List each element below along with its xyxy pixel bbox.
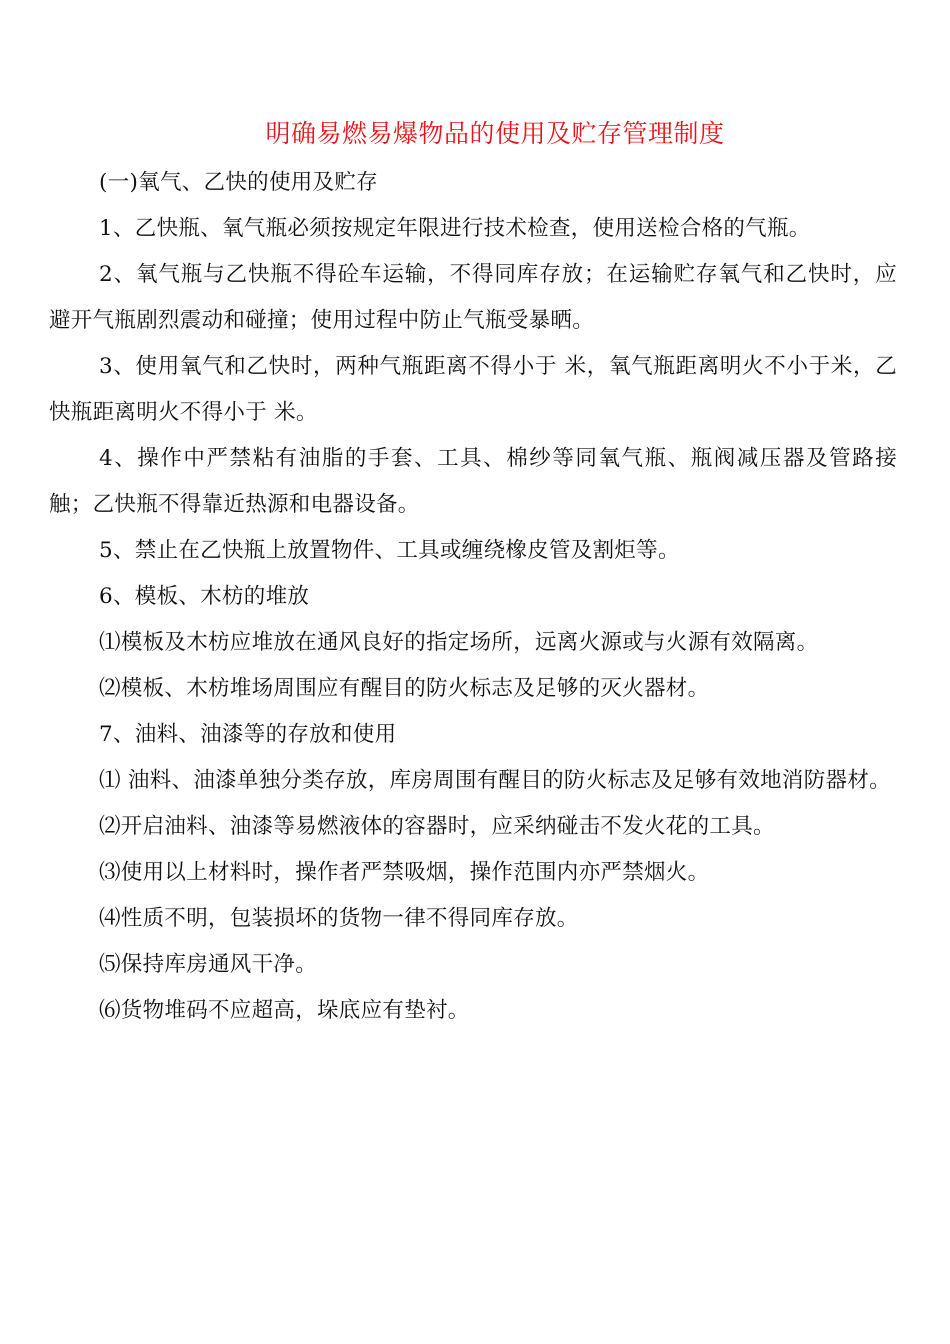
document-title: 明确易燃易爆物品的使用及贮存管理制度	[265, 119, 725, 148]
document-body	[49, 160, 897, 1034]
rule-7-item-2: ⑵开启油料、油漆等易燃液体的容器时，应采纳碰击不发火花的工具。	[99, 814, 775, 839]
rule-4: 4、操作中严禁粘有油脂的手套、工具、棉纱等同氧气瓶、瓶阀减压器及管路接触；乙快瓶不得靠近热源和电器设备。	[49, 446, 897, 517]
rule-3: 3、使用氧气和乙快时，两种气瓶距离不得小于 米，氧气瓶距离明火不小于米，乙快瓶距离明火不得小于 米。	[49, 354, 897, 425]
rule-6-item-2: ⑵模板、木枋堆场周围应有醒目的防火标志及足够的灭火器材。	[99, 676, 710, 701]
rule-2: 2、氧气瓶与乙快瓶不得砼车运输，不得同库存放；在运输贮存氧气和乙快时，应避开气瓶剧烈震动和碰撞；使用过程中防止气瓶受暴晒。	[49, 262, 897, 333]
rule-7-item-1: ⑴ 油料、油漆单独分类存放，库房周围有醒目的防火标志及足够有效地消防器材。	[99, 768, 891, 793]
rule-7-item-6: ⑹货物堆码不应超高，垛底应有垫衬。	[99, 998, 470, 1023]
rule-7-item-4: ⑷性质不明，包装损坏的货物一律不得同库存放。	[99, 906, 579, 931]
section-heading-oxygen-acetylene: (一)氧气、乙快的使用及贮存	[99, 170, 378, 195]
rule-7-item-3: ⑶使用以上材料时，操作者严禁吸烟，操作范围内亦严禁烟火。	[99, 860, 710, 885]
rule-7-item-5: ⑸保持库房通风干净。	[99, 952, 318, 977]
rule-7-heading: 7、油料、油漆等的存放和使用	[99, 722, 397, 747]
rule-6-heading: 6、模板、木枋的堆放	[99, 584, 310, 609]
rule-1: 1、乙快瓶、氧气瓶必须按规定年限进行技术检查，使用送检合格的气瓶。	[99, 216, 811, 241]
rule-5: 5、禁止在乙快瓶上放置物件、工具或缠绕橡皮管及割炬等。	[99, 538, 680, 563]
rule-6-item-1: ⑴模板及木枋应堆放在通风良好的指定场所，远离火源或与火源有效隔离。	[99, 630, 819, 655]
